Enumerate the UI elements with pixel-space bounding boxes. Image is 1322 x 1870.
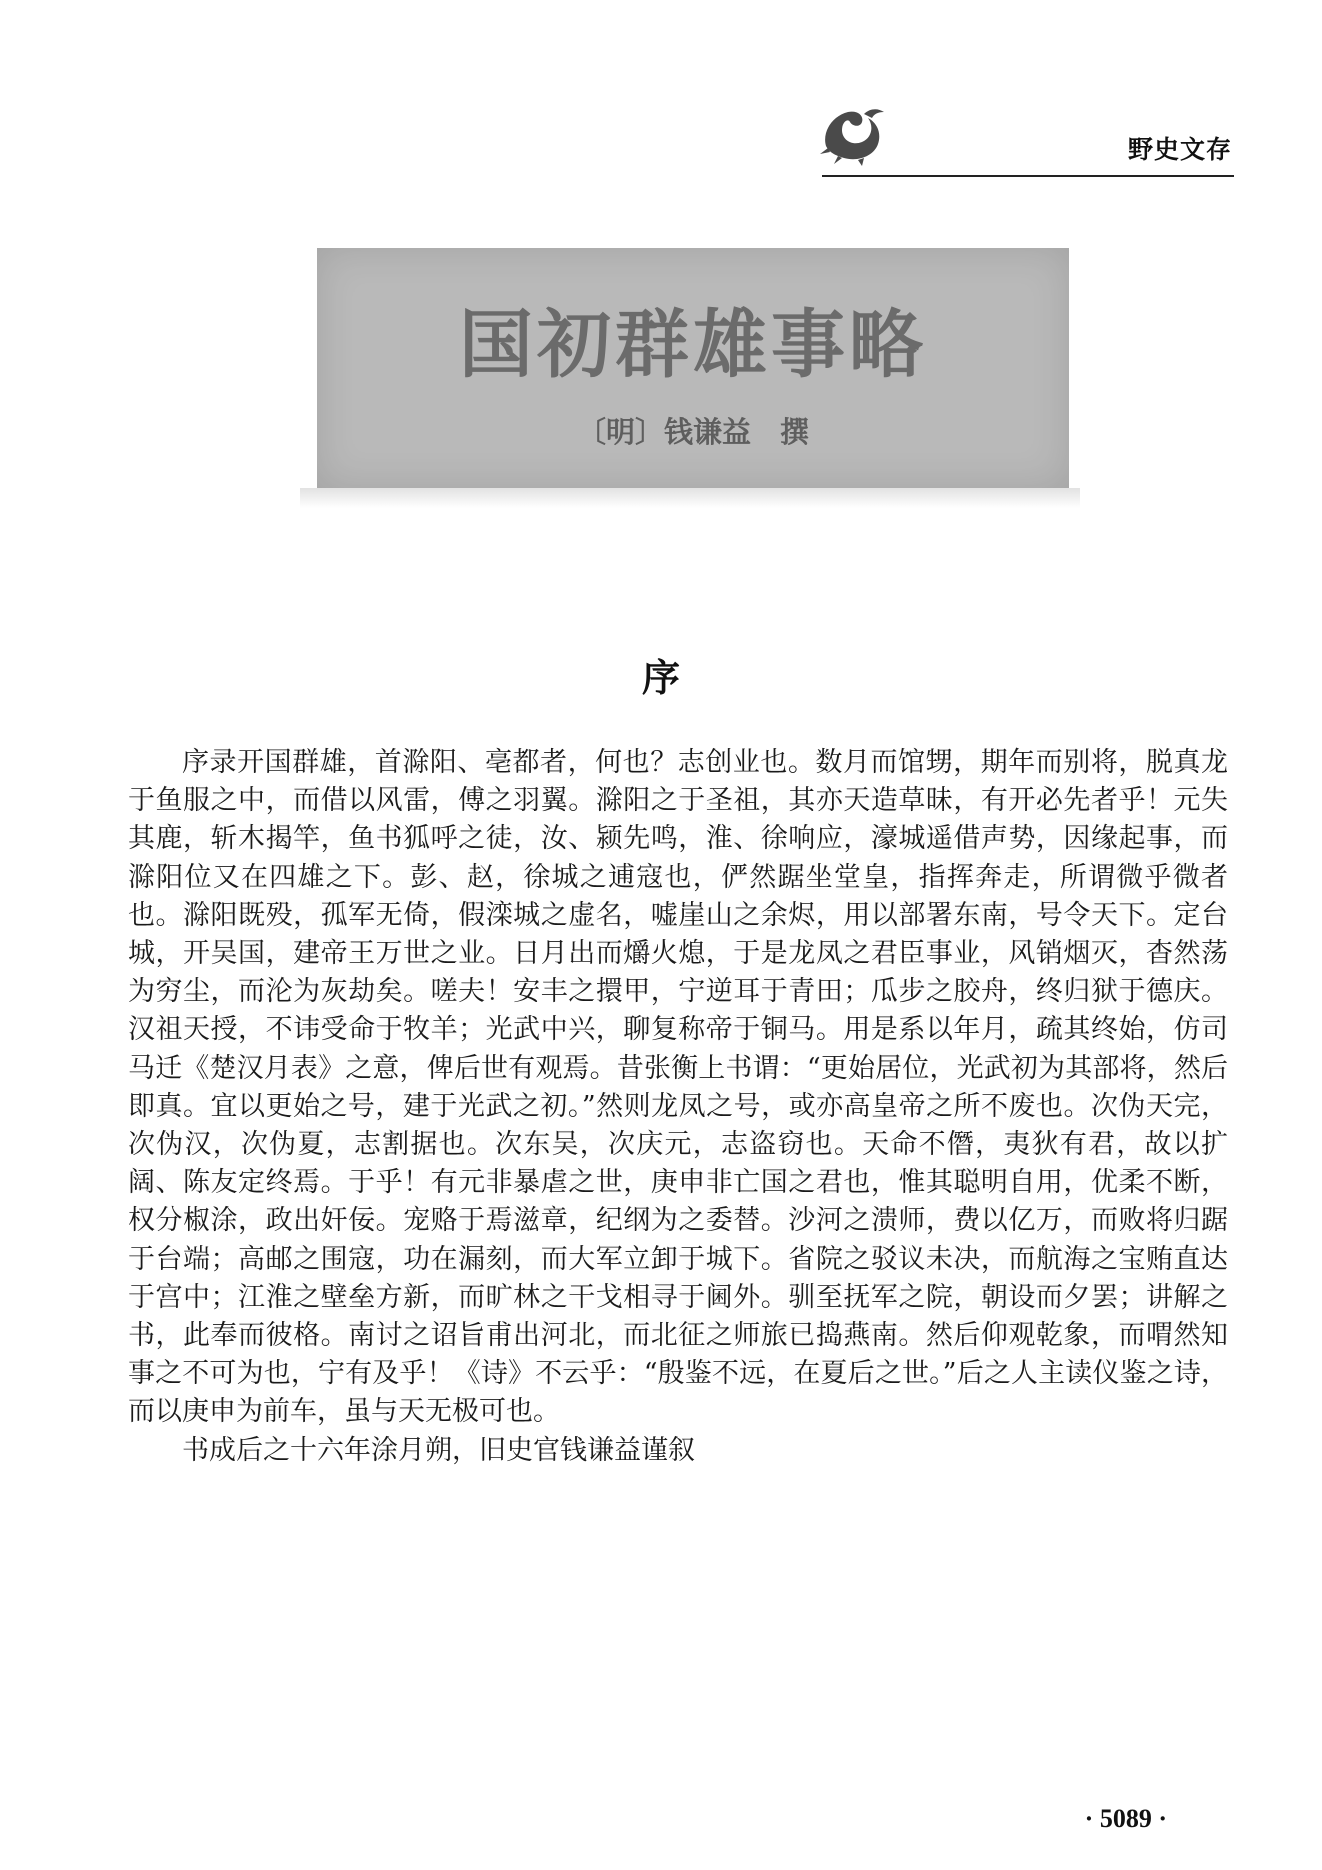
page-number: · 5089 · — [1084, 1804, 1167, 1833]
preface-body — [128, 744, 1228, 1470]
series-title: 野史文存 — [1127, 135, 1232, 164]
header-divider — [822, 175, 1234, 177]
title-banner — [317, 248, 1069, 488]
title-banner-shadow — [300, 488, 1080, 508]
author-byline: 〔明〕钱谦益 撰 — [576, 415, 809, 449]
dragon-emblem-icon — [818, 102, 892, 166]
preface-signature: 书成后之十六年涂月朔，旧史官钱谦益谨叙 — [182, 1434, 695, 1466]
section-heading: 序 — [641, 656, 680, 700]
preface-paragraph: 序录开国群雄，首滁阳、亳都者，何也？志创业也。数月而馆甥，期年而别将，脱真龙于鱼服之中，而借以风雷，傅之羽翼。滁阳之于圣祖，其亦天造草昧，有开必先者乎！元失其鹿，斩木揭竿，鱼书狐呼之徒，汝、颍先鸣，淮、徐响应，濠城遥借声势，因缘起事，而滁阳位又在四雄之下。彭、赵，徐城之逋寇也，俨然踞坐堂皇，指挥奔走，所谓微乎微者也。滁阳既殁，孤军无倚，假滦城之虚名，嘘崖山之余烬，用以部署东南，号令天下。定台城，开吴国，建帝王万世之业。日月出而爝火熄，于是龙凤之君臣事业，风销烟灭，杳然荡为穷尘，而沦为灰劫矣。嗟夫！安丰之擐甲，宁逆耳于青田；瓜步之胶舟，终归狱于德庆。汉祖天授，不讳受命于牧羊；光武中兴，聊复称帝于铜马。用是系以年月，疏其终始，仿司马迁《楚汉月表》之意，俾后世有观焉。昔张衡上书谓：“更始居位，光武初为其部将，然后即真。宜以更始之号，建于光武之初。”然则龙凤之号，或亦高皇帝之所不废也。次伪天完，次伪汉，次伪夏，志割据也。次东吴，次庆元，志盗窃也。天命不僭，夷狄有君，故以扩阔、陈友定终焉。于乎！有元非暴虐之世，庚申非亡国之君也，惟其聪明自用，优柔不断，权分椒涂，政出奸佞。宠赂于焉滋章，纪纲为之委替。沙河之溃师，费以亿万，而败将归踞于台端；高邮之围寇，功在漏刻，而大军立卸于城下。省院之驳议未决，而航海之宝贿直达于宫中；江淮之壁垒方新，而旷林之干戈相寻于阃外。驯至抚军之院，朝设而夕罢；讲解之书，此奉而彼格。南讨之诏旨甫出河北，而北征之师旅已捣燕南。然后仰观乾象，而喟然知事之不可为也，宁有及乎！《诗》不云乎：“殷鉴不远，在夏后之世。”后之人主读仪鉴之诗，而以庚申为前车，虽与天无极可也。 — [128, 747, 1228, 1428]
book-title: 国初群雄事略 — [459, 302, 927, 388]
